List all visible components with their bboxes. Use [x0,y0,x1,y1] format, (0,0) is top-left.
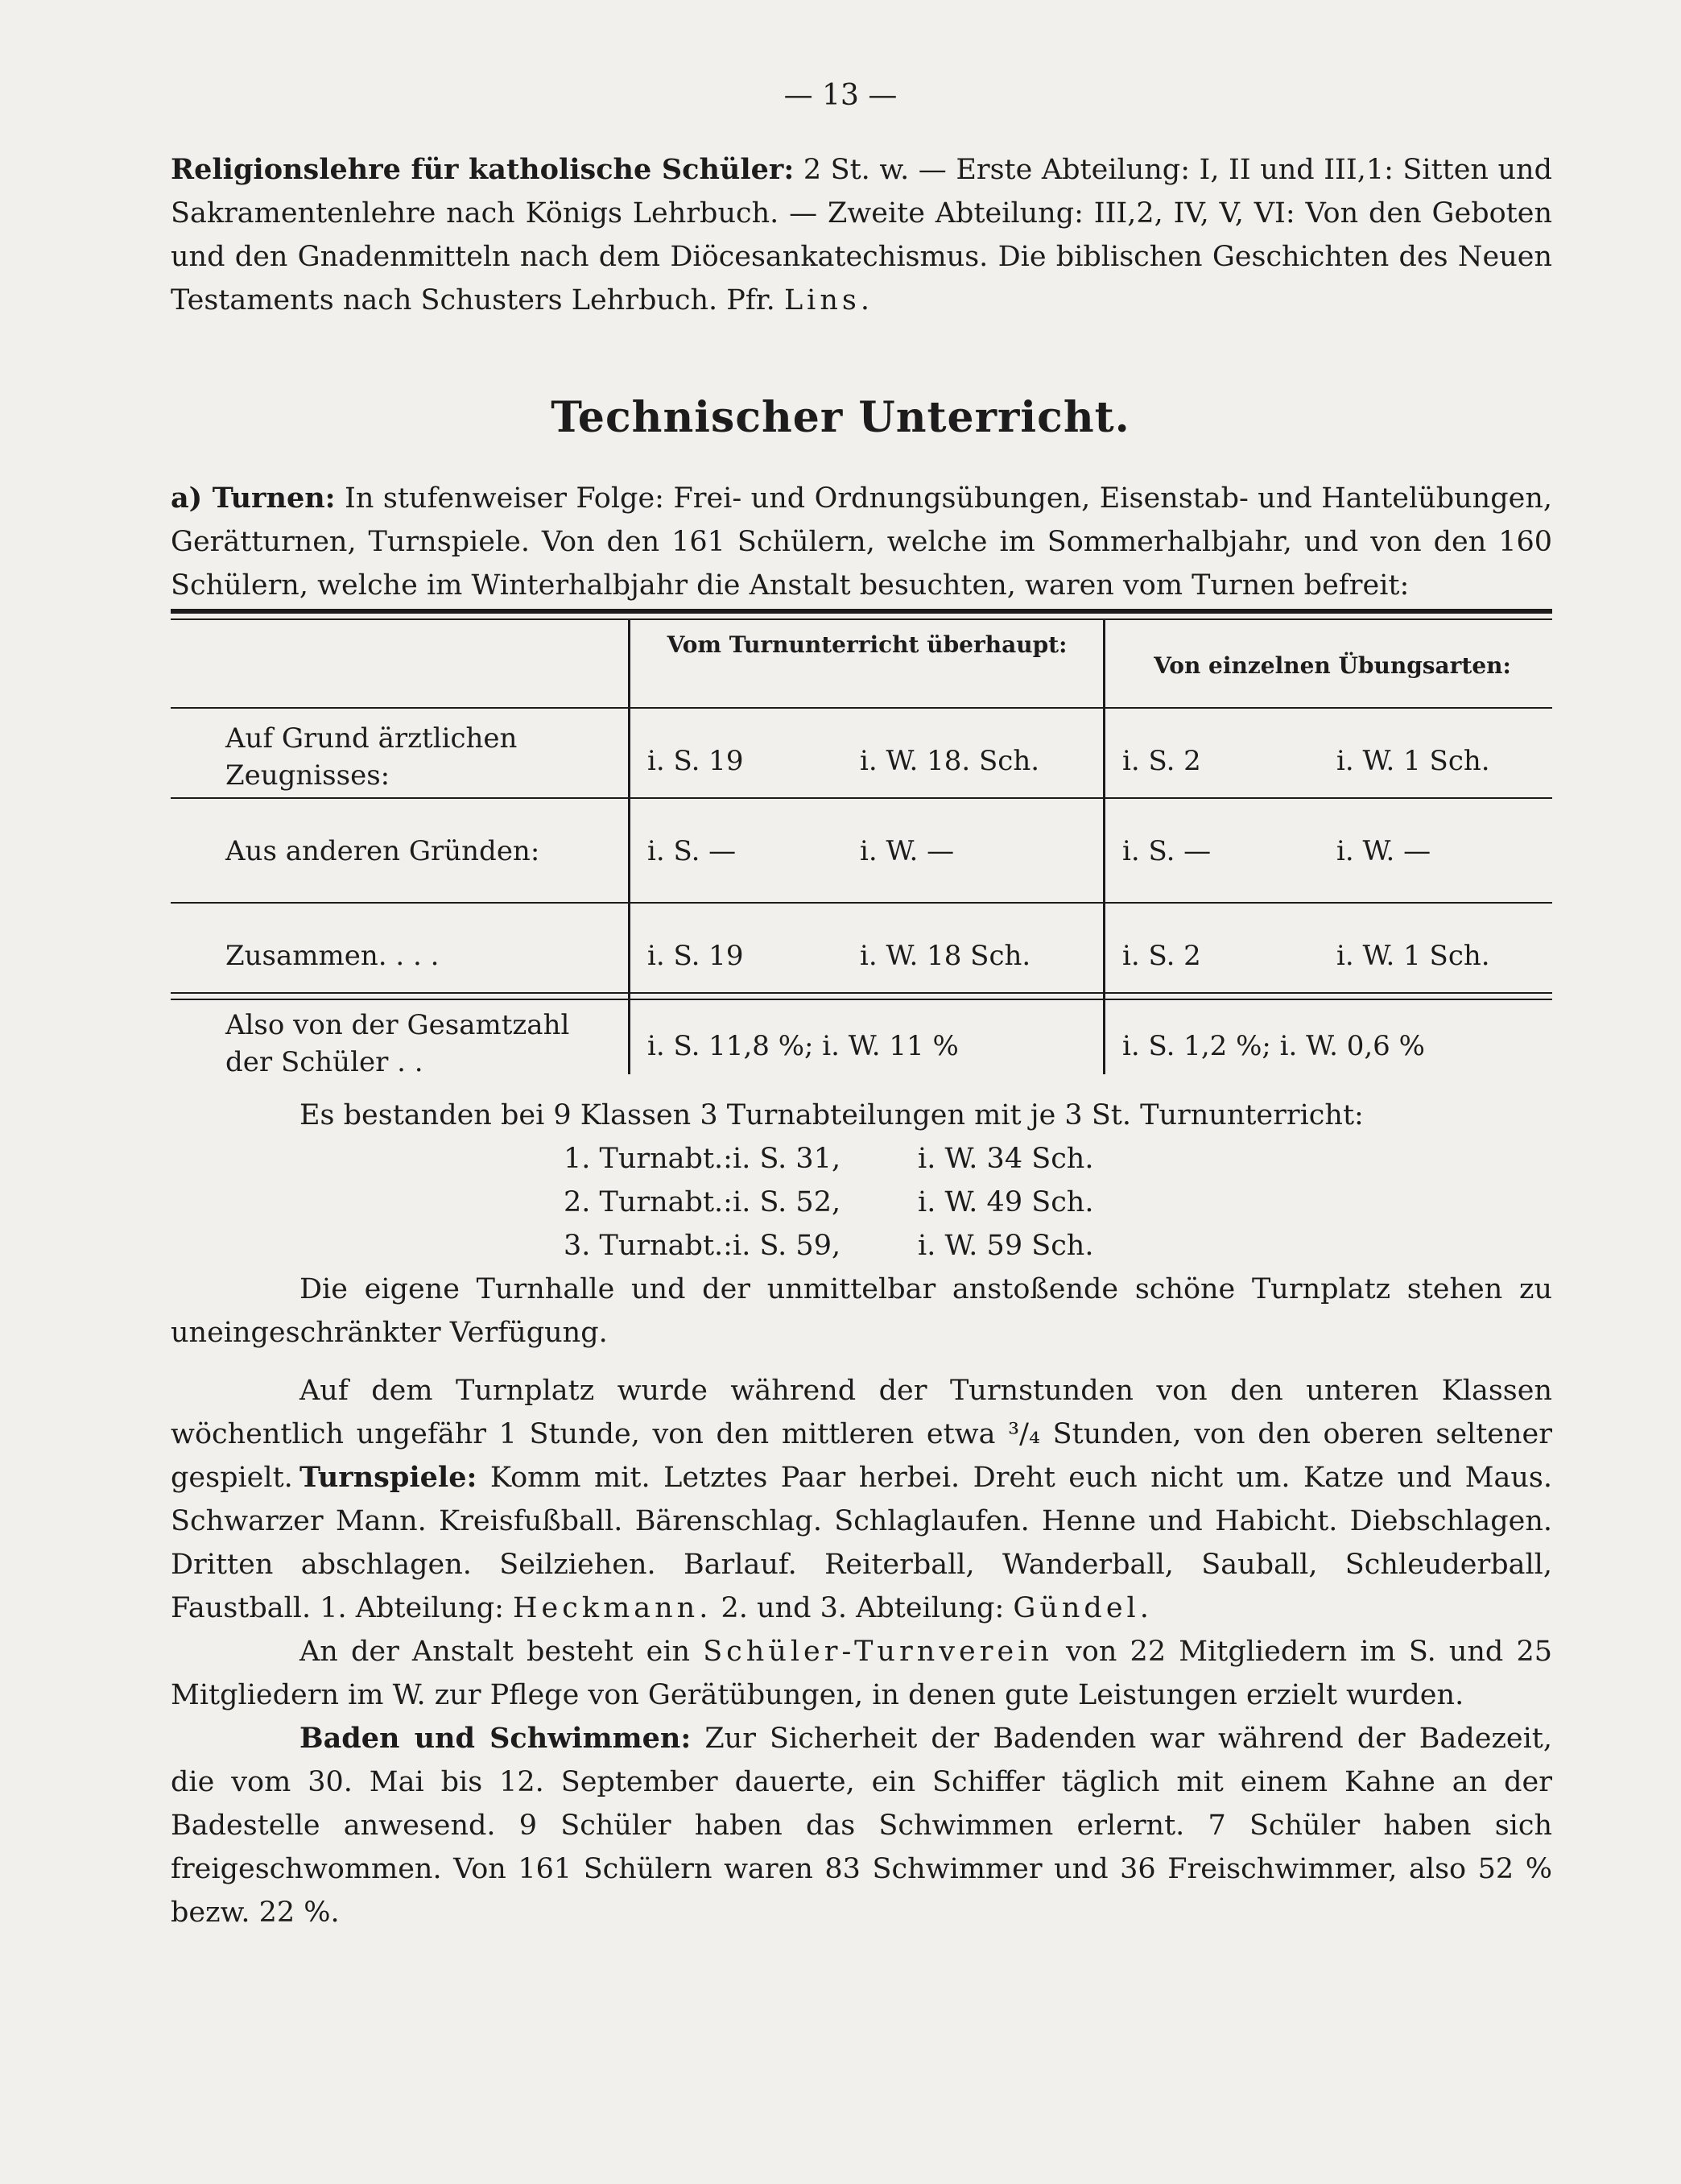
table-row-rule [171,797,1552,799]
table-cell: i. S. 11,8 %; i. W. 11 % [647,1030,959,1062]
turnspiele-teacher1: Heckmann. [513,1592,712,1624]
turnspiele-mid: 2. und 3. Abteilung: [712,1592,1014,1624]
turnspiele-text: Komm mit. Letztes Paar herbei. Dreht euch nicht um. Katze und Maus. Schwarzer Mann. Kreisfußball. Bärenschlag. Schlaglaufen. Henne und Habicht. Diebschlagen. Dritten abschlagen. Seilziehen. Barlauf. Reiterball, Wanderball, Sauball, Schleuderball, Faustball. 1. Abteilung: [171,1462,1552,1624]
verein-name: Schüler-Turnverein [703,1636,1053,1668]
religion-text: 2 St. w. — Erste Abteilung: I, II und III,1: Sitten und Sakramentenlehre nach Königs Lehrbuch. — Zweite Abteilung: III,2, IV, V, VI: Von den Geboten und den Gnadenmitteln nach dem Diöcesankatechismus. Die biblischen Geschichten des Neuen Testaments nach Schusters Lehrbuch. Pfr. [171,154,1552,316]
table-cell: i. S. — [1122,835,1212,867]
abteilung-s: i. S. 59, [733,1230,841,1262]
table-header-rule [171,707,1552,709]
turnhalle-paragraph: Die eigene Turnhalle und der unmittelbar anstoßende schöne Turnplatz stehen zu uneingeschränkter Verfügung. [171,1273,1552,1349]
table-row-rule [171,902,1552,904]
table-row-label: Auf Grund ärztlichen Zeugnisses: [225,722,518,792]
table-cell: i. S. 2 [1122,940,1201,972]
verein-paragraph [171,1630,1552,1717]
table-cell: i. W. 1 Sch. [1336,745,1490,777]
table-row-rule [171,999,1552,1000]
turnspiele-paragraph [171,1456,1552,1630]
table-cell: i. W. — [860,835,955,867]
abteilung-w: i. W. 49 Sch. [918,1186,1094,1218]
turnen-paragraph [171,477,1552,607]
table-cell: i. S. 2 [1122,745,1201,777]
table-cell: i. W. 1 Sch. [1336,940,1490,972]
turnplatz-paragraph: Auf dem Turnplatz wurde während der Turnstunden von den unteren Klassen wöchentlich ungefähr 1 Stunde, von den mittleren etwa ³/₄ Stunden, von den oberen seltener gespielt. [171,1375,1552,1494]
list-item [564,1137,1093,1181]
list-item [564,1181,1093,1224]
abteilung-s: i. S. 31, [733,1143,841,1175]
baden-label: Baden und Schwimmen: [299,1722,692,1755]
turnspiele-teacher2: Gündel. [1013,1592,1153,1624]
abteilung-w: i. W. 59 Sch. [918,1230,1094,1262]
table-cell: i. S. 1,2 %; i. W. 0,6 % [1122,1030,1425,1062]
baden-paragraph [171,1717,1552,1934]
table-cell: i. S. 19 [647,940,744,972]
table-cell: i. W. 18 Sch. [860,940,1031,972]
table-vline [1103,618,1105,1074]
page-number: — 13 — [783,79,898,112]
table-cell: i. W. 18. Sch. [860,745,1040,777]
table-top-rule-thin [171,618,1552,620]
verein-post: von 22 Mitgliedern im S. und 25 Mitgliedern im W. zur Pflege von Gerätübungen, in denen gute Leistungen erzielt wurden. [171,1636,1552,1711]
baden-text: Zur Sicherheit der Badenden war während der Badezeit, die vom 30. Mai bis 12. September dauerte, ein Schiffer täglich mit einem Kahne an der Badestelle anwesend. 9 Schüler haben das Schwimmen erlernt. 7 Schüler haben sich freigeschwommen. Von 161 Schülern waren 83 Schwimmer und 36 Freischwimmer, also 52 % bezw. 22 %. [171,1723,1552,1929]
list-item [564,1224,1093,1268]
table-vline [628,618,630,1074]
abteilung-name: 3. Turnabt.: [564,1230,733,1262]
religion-paragraph [171,148,1552,322]
verein-pre: An der Anstalt besteht ein [299,1636,704,1668]
religion-teacher: Lins. [783,284,874,316]
turnspiele-label: Turnspiele: [299,1461,477,1494]
turnen-text: In stufenweiser Folge: Frei- und Ordnungsübungen, Eisenstab- und Hantelübungen, Gerätturnen, Turnspiele. Von den 161 Schülern, welche im Sommerhalbjahr, und von den 160 Schülern, welche im Winterhalbjahr die Anstalt besuchten, waren vom Turnen befreit: [171,482,1552,602]
table-row-rule [171,992,1552,994]
table-header-col1: Vom Turnunterricht überhaupt: [667,631,1068,658]
table-row-label: Aus anderen Gründen: [225,835,540,867]
table-cell: i. S. — [647,835,737,867]
table-top-rule [171,609,1552,614]
abteilungen-intro: Es bestanden bei 9 Klassen 3 Turnabteilungen mit je 3 St. Turnunterricht: [299,1099,1364,1131]
abteilung-s: i. S. 52, [733,1186,841,1218]
section-heading: Technischer Unterricht. [551,393,1130,442]
abteilung-name: 1. Turnabt.: [564,1143,733,1175]
abteilung-w: i. W. 34 Sch. [918,1143,1094,1175]
table-row-label: Zusammen. . . . [225,940,440,972]
religion-title: Religionslehre für katholische Schüler: [171,153,795,186]
abteilung-name: 2. Turnabt.: [564,1186,733,1218]
turnen-label: a) Turnen: [171,482,336,515]
table-cell: i. W. — [1336,835,1431,867]
exemption-table [171,609,1552,1084]
table-cell: i. S. 19 [647,745,744,777]
table-row-label: Also von der Gesamtzahl der Schüler . . [225,1009,570,1078]
table-header-col2: Von einzelnen Übungsarten: [1154,652,1511,679]
